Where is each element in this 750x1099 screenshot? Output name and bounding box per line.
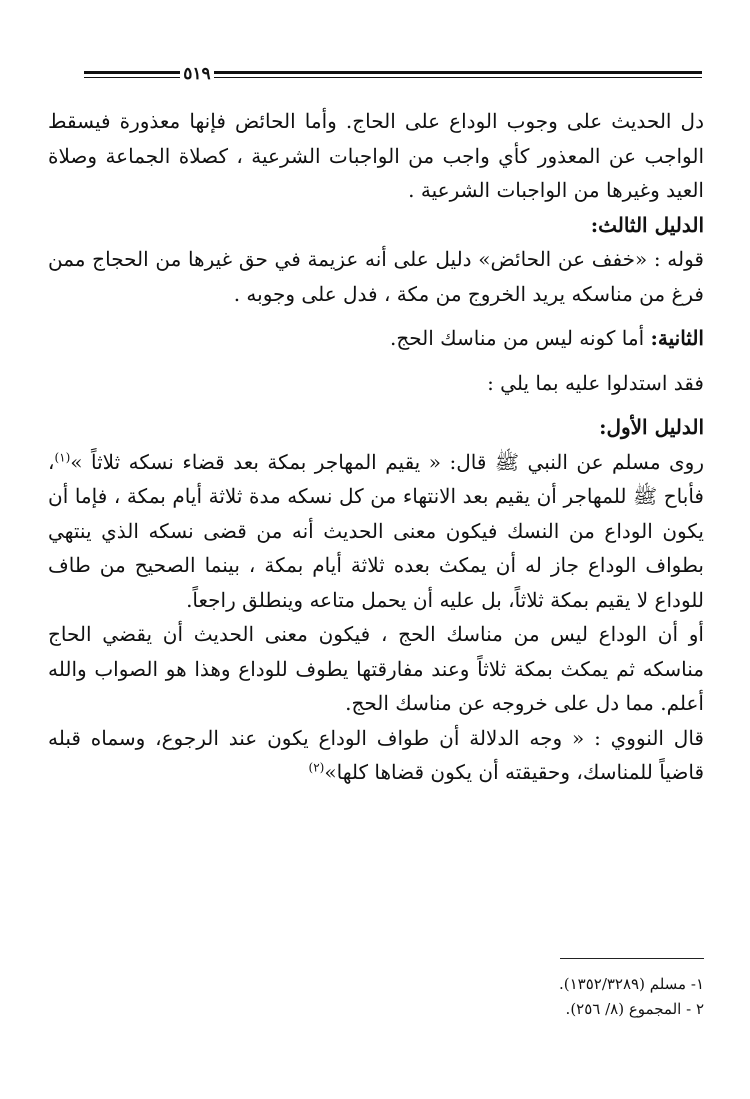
paragraph	[48, 617, 704, 721]
paragraph	[48, 445, 704, 618]
footnote-ref[interactable]: (١)	[54, 449, 71, 464]
header-rule-right-thin	[214, 77, 702, 78]
header-rule-right	[214, 71, 702, 74]
paragraph	[48, 321, 704, 356]
paragraph-text: أو أن الوداع ليس من مناسك الحج ، فيكون معنى الحديث أن يقضي الحاج مناسكه ثم يمكث بمكة ثلاثاً وعند مفارقتها يطوف للوداع وهذا هو الصواب والله أعلم. مما دل على خروجه عن مناسك الحج.	[48, 622, 704, 715]
paragraph-text: ، فأباح ﷺ للمهاجر أن يقيم بعد الانتهاء من كل نسكه مدة ثلاثة أيام بمكة ، فإما أن يكون الوداع من النسك فيكون معنى الحديث أنه من قضى نسكه الذي ينتهي بطواف الوداع جاز له أن يمكث بعده ثلاثة أيام بمكة ، بينما الصحيح من طاف للوداع لا يقيم بمكة ثلاثاً، بل عليه أن يحمل متاعه وينطلق راجعاً.	[48, 449, 704, 612]
paragraph-text: روى مسلم عن النبي ﷺ قال: « يقيم المهاجر بمكة بعد قضاء نسكه ثلاثاً »	[70, 449, 704, 474]
footnote-ref[interactable]: (٢)	[308, 760, 325, 775]
page-number: ٥١٩	[183, 64, 211, 84]
paragraph-text: أما كونه ليس من مناسك الحج.	[390, 326, 651, 350]
section-heading	[48, 208, 704, 243]
body-text	[48, 104, 704, 790]
footnotes	[48, 958, 704, 1022]
paragraph	[48, 721, 704, 790]
header-rule-left	[84, 71, 180, 74]
paragraph-text: فقد استدلوا عليه بما يلي :	[487, 370, 704, 395]
page-header	[84, 62, 702, 86]
paragraph	[48, 366, 704, 401]
inline-heading: الثانية:	[650, 326, 704, 350]
paragraph-text: قوله : «خفف عن الحائض» دليل على أنه عزيمة في حق غيرها من الحجاج ممن فرغ من مناسكه يريد الخروج من مكة ، فدل على وجوبه .	[48, 247, 704, 306]
header-rule-left-thin	[84, 77, 180, 78]
paragraph-text: قال النووي : « وجه الدلالة أن طواف الوداع يكون عند الرجوع، وسماه قبله قاضياً للمناسك، وحقيقته أن يكون قضاها كلها»	[48, 725, 704, 784]
footnote: ١- مسلم (١٣٥٢/٣٢٨٩).	[558, 975, 704, 993]
paragraph-text: دل الحديث على وجوب الوداع على الحاج. وأما الحائض فإنها معذورة فيسقط الواجب عن المعذور كأي واجب من الواجبات الشرعية ، كصلاة الجماعة وصلاة العيد وغيرها من الواجبات الشرعية .	[48, 109, 704, 202]
heading-text: الدليل الأول:	[599, 415, 704, 439]
section-heading	[48, 410, 704, 445]
paragraph	[48, 104, 704, 208]
heading-text: الدليل الثالث:	[590, 212, 704, 237]
footnote: ٢ - المجموع (٨/ ٢٥٦).	[565, 1000, 704, 1018]
paragraph	[48, 242, 704, 311]
